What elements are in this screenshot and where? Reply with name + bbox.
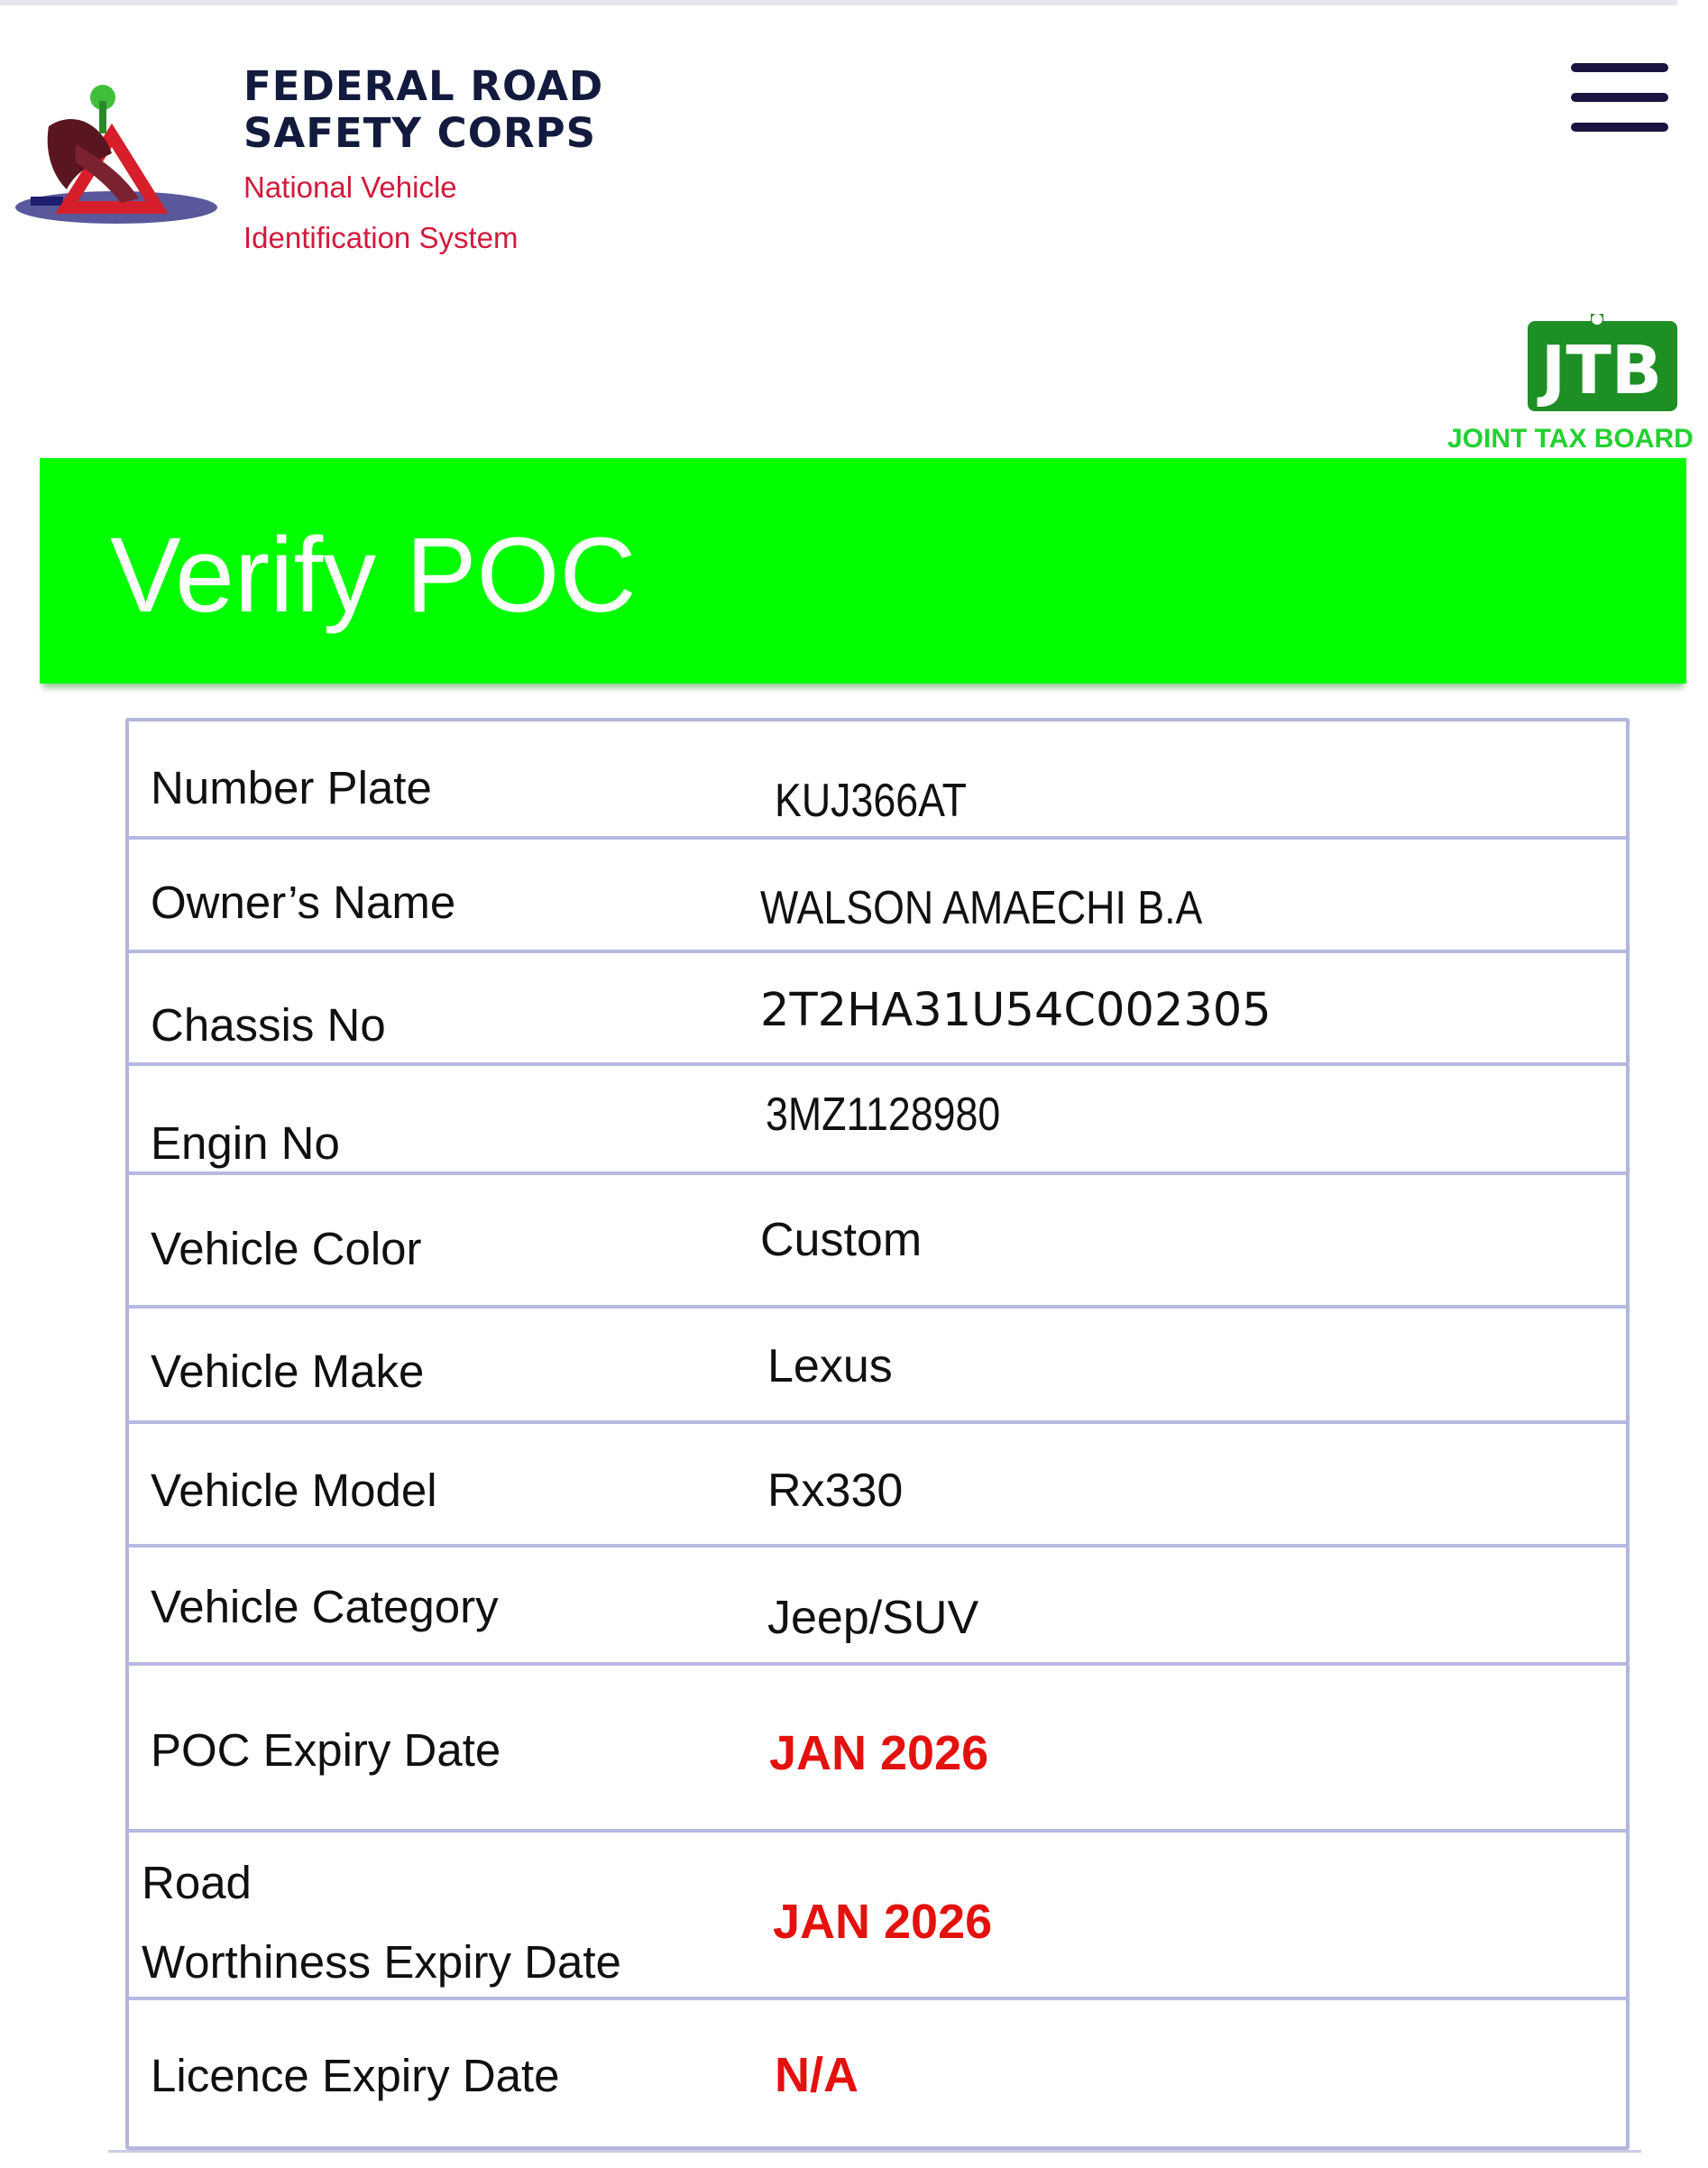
frsc-logo-icon [13,72,220,243]
poc-expiry-label: POC Expiry Date [151,1724,501,1776]
engine-no-value: 3MZ1128980 [766,1089,1001,1141]
vehicle-details-table [125,718,1630,2150]
chassis-no-value: 2T2HA31U54C002305 [760,984,1272,1037]
vehicle-category-label: Vehicle Category [151,1581,499,1632]
hamburger-menu-icon[interactable] [1571,63,1668,132]
table-row-vehicle-color [129,1171,1626,1309]
jtb-label: JOINT TAX BOARD [1447,424,1694,454]
licence-expiry-label: Licence Expiry Date [151,2050,560,2101]
brand-title-line2: SAFETY CORPS [243,109,596,157]
brand-title-line1: FEDERAL ROAD [243,62,604,110]
brand-subtitle-line1: National Vehicle [243,170,457,204]
vehicle-color-value: Custom [760,1214,923,1266]
number-plate-label: Number Plate [151,762,432,813]
vehicle-make-value: Lexus [767,1340,893,1392]
table-row-owner-name [129,836,1626,953]
road-worthiness-label-line2: Worthiness Expiry Date [142,1936,621,1988]
menu-bar [1571,63,1668,72]
page-title: Verify POC [110,516,637,635]
jtb-logo-text: JTB [1540,332,1663,409]
road-worthiness-label-line1: Road [142,1857,252,1908]
owner-name-label: Owner’s Name [151,877,456,928]
table-row-road-worthiness-expiry [129,1829,1626,2000]
vehicle-model-value: Rx330 [767,1465,904,1517]
brand-block [243,63,603,258]
table-row-engine-no [129,1062,1626,1175]
bottom-divider [108,2150,1641,2153]
page-title-banner [40,458,1686,684]
table-row-poc-expiry [129,1662,1626,1833]
table-row-number-plate [129,721,1626,840]
vehicle-make-label: Vehicle Make [151,1346,425,1397]
licence-expiry-value: N/A [775,2048,859,2102]
chassis-no-label: Chassis No [151,999,386,1051]
table-row-vehicle-category [129,1544,1626,1666]
vehicle-color-label: Vehicle Color [151,1223,422,1274]
poc-expiry-value: JAN 2026 [769,1726,989,1780]
number-plate-value: KUJ366AT [775,775,967,827]
vehicle-model-label: Vehicle Model [151,1465,437,1516]
table-row-vehicle-make [129,1305,1626,1424]
table-row-chassis-no [129,950,1626,1066]
brand-subtitle-line2: Identification System [243,221,519,254]
vehicle-category-value: Jeep/SUV [767,1592,979,1644]
top-divider [0,0,1677,5]
menu-bar [1571,93,1668,102]
engine-no-label: Engin No [151,1117,340,1169]
menu-bar [1571,123,1668,132]
jtb-logo-icon [1524,314,1677,413]
road-worthiness-expiry-value: JAN 2026 [773,1895,993,1949]
owner-name-value: WALSON AMAECHI B.A [760,882,1203,934]
table-row-vehicle-model [129,1420,1626,1548]
table-row-licence-expiry [129,1997,1626,2150]
